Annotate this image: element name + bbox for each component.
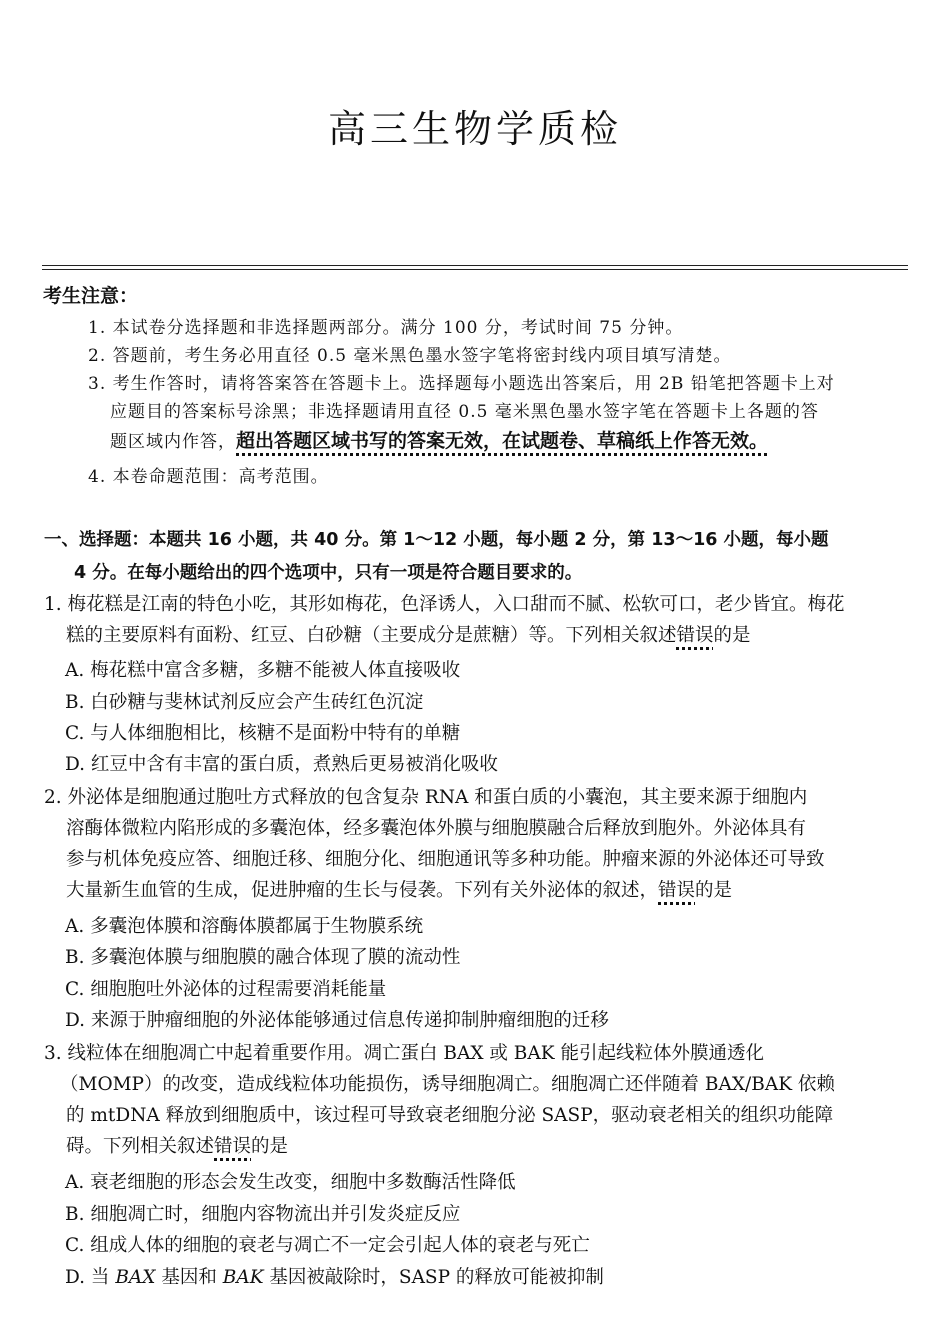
q1-option-a: A. 梅花糕中富含多糖，多糖不能被人体直接吸收 bbox=[65, 660, 461, 681]
q3-stem-line-1: 3. 线粒体在细胞凋亡中起着重要作用。凋亡蛋白 BAX 或 BAK 能引起线粒体外膜通透化 bbox=[44, 1043, 764, 1064]
q2-emphasis: 错误 bbox=[658, 880, 696, 901]
q1-stem-text: 糕的主要原料有面粉、红豆、白砂糖（主要成分是蔗糖）等。下列相关叙述 bbox=[66, 625, 677, 646]
notice-item-2: 2. 答题前，考生务必用直径 0.5 毫米黑色墨水签字笔将密封线内项目填写清楚。 bbox=[88, 346, 732, 366]
q3-stem-line-4 bbox=[66, 1132, 288, 1158]
notice-heading: 考生注意： bbox=[43, 285, 139, 307]
q3-option-c: C. 组成人体的细胞的衰老与凋亡不一定会引起人体的衰老与死亡 bbox=[65, 1235, 590, 1256]
header-rule-top bbox=[42, 265, 908, 266]
notice-item-1: 1. 本试卷分选择题和非选择题两部分。满分 100 分，考试时间 75 分钟。 bbox=[88, 318, 684, 338]
q1-option-c: C. 与人体细胞相比，核糖不是面粉中特有的单糖 bbox=[65, 723, 461, 744]
q2-option-d: D. 来源于肿瘤细胞的外泌体能够通过信息传递抑制肿瘤细胞的迁移 bbox=[65, 1010, 609, 1031]
q1-option-b: B. 白砂糖与斐林试剂反应会产生砖红色沉淀 bbox=[65, 692, 424, 713]
q3-option-d-part-1: D. 当 bbox=[65, 1267, 116, 1288]
notice-item-3-last bbox=[110, 426, 768, 453]
q2-option-b: B. 多囊泡体膜与细胞膜的融合体现了膜的流动性 bbox=[65, 947, 461, 968]
notice-item-4: 4. 本卷命题范围：高考范围。 bbox=[88, 467, 329, 487]
q3-stem-line-2: （MOMP）的改变，造成线粒体功能损伤，诱导细胞凋亡。细胞凋亡还伴随着 BAX/BAK 依赖 bbox=[60, 1074, 835, 1095]
q3-emphasis: 错误 bbox=[214, 1136, 252, 1157]
q3-option-d bbox=[65, 1263, 604, 1289]
q3-option-a: A. 衰老细胞的形态会发生改变，细胞中多数酶活性降低 bbox=[65, 1172, 516, 1193]
q2-stem-line-3: 参与机体免疫应答、细胞迁移、细胞分化、细胞通讯等多种功能。肿瘤来源的外泌体还可导致 bbox=[66, 849, 825, 870]
q3-option-d-part-3: 基因被敲除时，SASP 的释放可能被抑制 bbox=[263, 1267, 604, 1288]
notice-emphasis: 超出答题区域书写的答案无效，在试题卷、草稿纸上作答无效。 bbox=[236, 430, 769, 452]
section-heading-cont: 4 分。在每小题给出的四个选项中，只有一项是符合题目要求的。 bbox=[74, 563, 583, 583]
section-heading: 一、选择题：本题共 16 小题，共 40 分。第 1～12 小题，每小题 2 分，第 13～16 小题，每小题 bbox=[44, 530, 829, 550]
q3-stem-end: 的是 bbox=[251, 1136, 289, 1157]
q3-option-d-gene-bak: BAK bbox=[222, 1267, 264, 1288]
notice-item-3: 3. 考生作答时，请将答案答在答题卡上。选择题每小题选出答案后，用 2B 铅笔把答题卡上对 bbox=[88, 374, 835, 394]
q2-stem-line-4 bbox=[66, 876, 732, 902]
q2-option-c: C. 细胞胞吐外泌体的过程需要消耗能量 bbox=[65, 979, 387, 1000]
q1-stem-line-2 bbox=[66, 621, 751, 647]
q3-stem-line-3: 的 mtDNA 释放到细胞质中，该过程可导致衰老细胞分泌 SASP，驱动衰老相关的组织功能障 bbox=[66, 1105, 834, 1126]
q3-stem-text: 碍。下列相关叙述 bbox=[66, 1136, 215, 1157]
q1-option-d: D. 红豆中含有丰富的蛋白质，煮熟后更易被消化吸收 bbox=[65, 754, 498, 775]
q3-option-d-part-2: 基因和 bbox=[155, 1267, 223, 1288]
notice-item-3-tail: 题区域内作答， bbox=[110, 432, 236, 452]
q2-stem-line-1: 2. 外泌体是细胞通过胞吐方式释放的包含复杂 RNA 和蛋白质的小囊泡，其主要来源于细胞内 bbox=[44, 787, 808, 808]
page-title: 高三生物学质检 bbox=[327, 107, 622, 151]
q3-option-b: B. 细胞凋亡时，细胞内容物流出并引发炎症反应 bbox=[65, 1204, 461, 1225]
q3-option-d-gene-bax: BAX bbox=[115, 1267, 156, 1288]
q2-stem-text: 大量新生血管的生成，促进肿瘤的生长与侵袭。下列有关外泌体的叙述， bbox=[66, 880, 659, 901]
q1-emphasis: 错误 bbox=[676, 625, 714, 646]
notice-item-3-cont: 应题目的答案标号涂黑；非选择题请用直径 0.5 毫米黑色墨水签字笔在答题卡上各题的答 bbox=[110, 402, 819, 422]
q2-stem-end: 的是 bbox=[695, 880, 733, 901]
q2-stem-line-2: 溶酶体微粒内陷形成的多囊泡体，经多囊泡体外膜与细胞膜融合后释放到胞外。外泌体具有 bbox=[66, 818, 807, 839]
q1-stem-end: 的是 bbox=[713, 625, 751, 646]
header-rule-bottom bbox=[42, 269, 908, 270]
q1-stem-line-1: 1. 梅花糕是江南的特色小吃，其形如梅花，色泽诱人，入口甜而不腻、松软可口，老少皆宜。梅花 bbox=[44, 594, 845, 615]
q2-option-a: A. 多囊泡体膜和溶酶体膜都属于生物膜系统 bbox=[65, 916, 424, 937]
